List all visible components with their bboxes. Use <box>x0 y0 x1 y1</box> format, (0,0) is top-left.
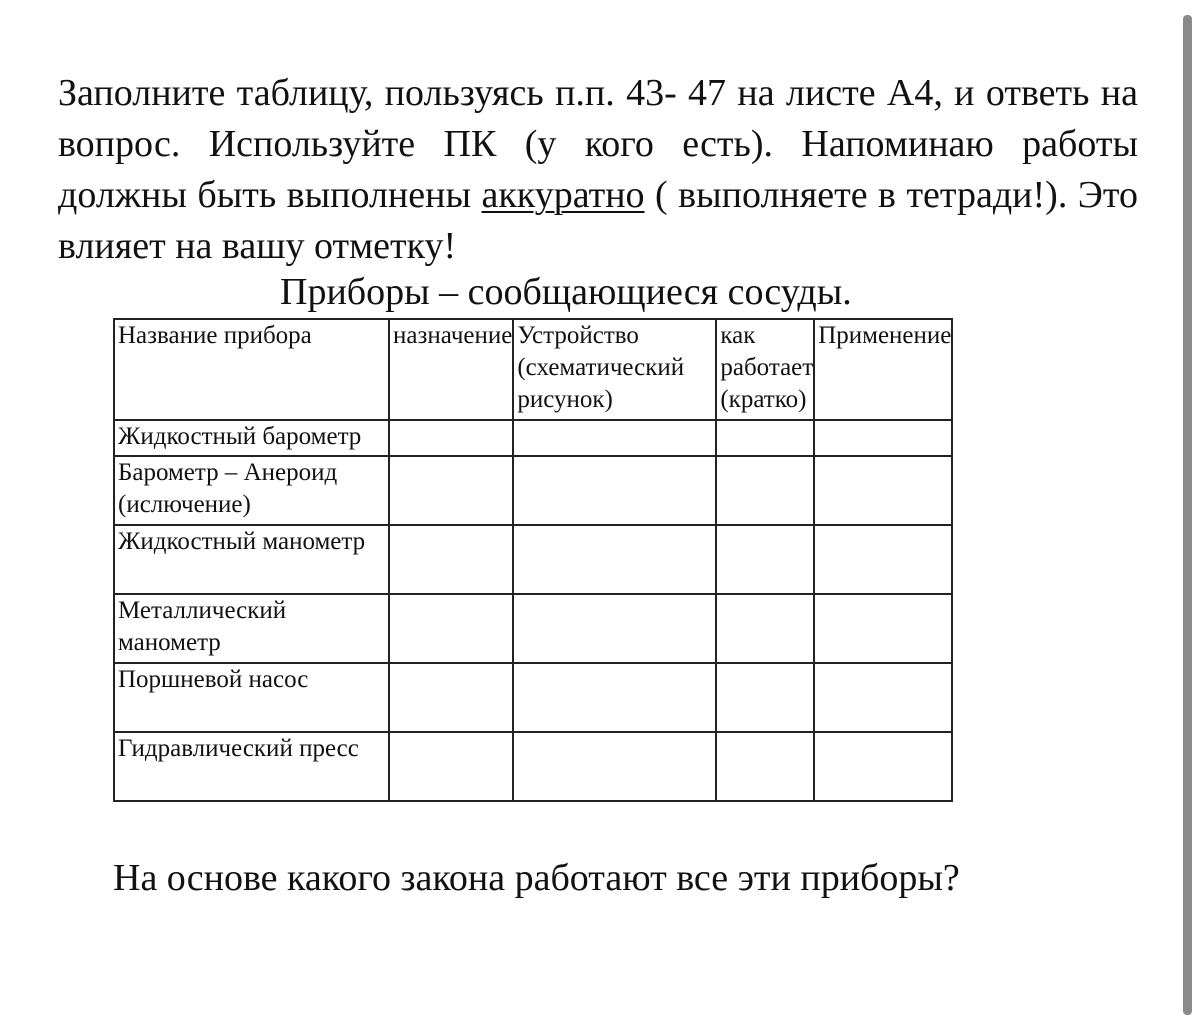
header-application: Применение <box>814 319 952 420</box>
row-device-name-text: Барометр – Анероид (ислючение) <box>118 459 338 518</box>
empty-cell <box>389 594 513 663</box>
header-how-it-works: как работает (кратко) <box>716 319 814 420</box>
devices-table <box>113 318 953 802</box>
empty-cell <box>716 456 814 525</box>
empty-cell <box>716 732 814 801</box>
empty-cell <box>716 663 814 732</box>
empty-cell <box>716 594 814 663</box>
empty-cell <box>389 663 513 732</box>
empty-cell <box>389 525 513 594</box>
row-device-name <box>114 456 389 525</box>
empty-cell <box>513 420 716 456</box>
empty-cell <box>389 456 513 525</box>
row-device-name: Гидравлический пресс <box>114 732 389 801</box>
empty-cell <box>513 663 716 732</box>
table-row <box>114 456 952 525</box>
scrollbar[interactable] <box>1183 15 1192 1015</box>
empty-cell <box>814 594 952 663</box>
empty-cell <box>814 663 952 732</box>
header-structure: Устройство (схематический рисунок) <box>513 319 716 420</box>
empty-cell <box>513 456 716 525</box>
header-device-name: Название прибора <box>114 319 389 420</box>
empty-cell <box>513 525 716 594</box>
empty-cell <box>716 525 814 594</box>
empty-cell <box>814 420 952 456</box>
table-title: Приборы – сообщающиеся сосуды. <box>280 271 852 313</box>
table-row <box>114 663 952 732</box>
empty-cell <box>814 525 952 594</box>
row-device-name: Поршневой насос <box>114 663 389 732</box>
empty-cell <box>389 732 513 801</box>
empty-cell <box>513 732 716 801</box>
table-row <box>114 732 952 801</box>
table-row <box>114 594 952 663</box>
instructions-text-2: ( выполняете в тетради!). Это влияет на вашу отметку! <box>58 174 1138 267</box>
row-device-name: Жидкостный манометр <box>114 525 389 594</box>
question-text: На основе какого закона работают все эти приборы? <box>113 857 960 899</box>
empty-cell <box>513 594 716 663</box>
empty-cell <box>389 420 513 456</box>
table-row <box>114 525 952 594</box>
empty-cell <box>716 420 814 456</box>
empty-cell <box>814 732 952 801</box>
empty-cell <box>814 456 952 525</box>
instructions-emphasis: аккуратно <box>481 174 645 216</box>
instructions-paragraph <box>58 68 1138 272</box>
row-device-name: Жидкостный барометр <box>114 420 389 456</box>
header-purpose: назначение <box>389 319 513 420</box>
table-header-row <box>114 319 952 420</box>
table-row <box>114 420 952 456</box>
row-device-name: Металлический манометр <box>114 594 389 663</box>
instructions-text-1: Заполните таблицу, пользуясь п.п. 43- 47 на листе А4, и ответь на вопрос. Используйте ПК (у кого есть). Напоминаю работы должны быть выполнены <box>58 72 1138 216</box>
